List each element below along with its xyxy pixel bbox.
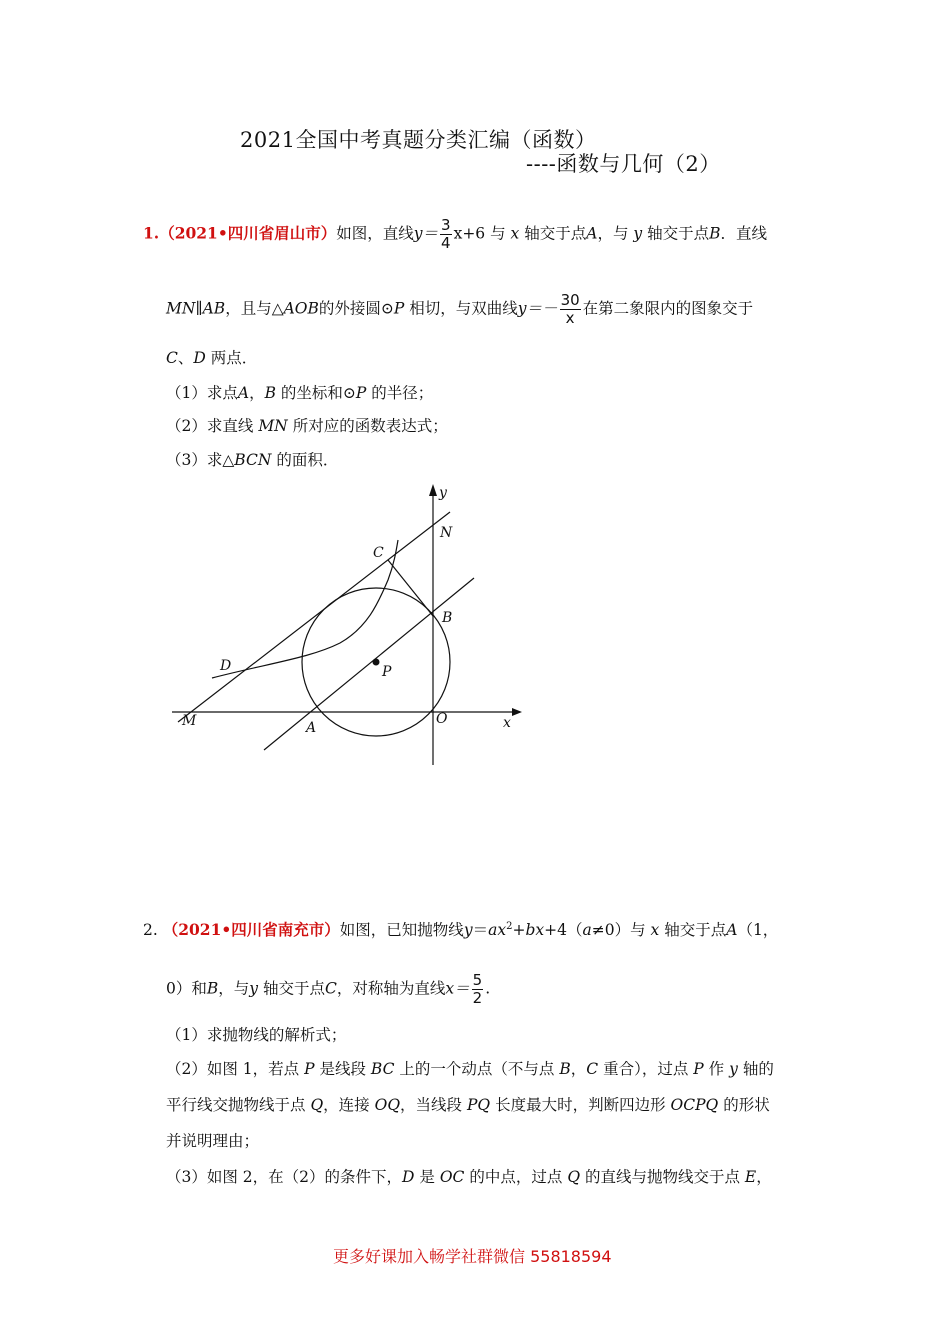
q2-text: 是线段 bbox=[319, 1060, 366, 1078]
q2-ax: ax bbox=[488, 921, 507, 940]
q1-text: 、 bbox=[177, 349, 194, 367]
q2-p: P bbox=[693, 1060, 704, 1078]
title-line-1: 2021全国中考真题分类汇编（函数） bbox=[240, 128, 597, 152]
q2-text: ，连接 bbox=[323, 1096, 370, 1114]
q1-mn-ab: MN∥AB bbox=[166, 299, 226, 318]
q2-b: B bbox=[559, 1060, 571, 1078]
q1-text: 的面积． bbox=[276, 451, 339, 469]
q2-sup: 2 bbox=[506, 921, 513, 932]
q2-point-b: B bbox=[206, 979, 219, 998]
q2-a: a bbox=[582, 921, 592, 940]
q2-text: ，与 bbox=[218, 979, 250, 998]
q1-text: 所对应的函数表达式； bbox=[292, 417, 448, 435]
label-o: O bbox=[436, 711, 448, 727]
q1-text: 轴交于点 bbox=[524, 224, 587, 243]
q2-sub-3 bbox=[166, 1167, 772, 1187]
q2-text: 作 bbox=[708, 1060, 725, 1078]
q2-line-2 bbox=[166, 972, 490, 1007]
q2-text: 如图，已知抛物线 bbox=[339, 921, 464, 940]
q2-text: 平行线交抛物线于点 bbox=[166, 1096, 306, 1114]
q1-text: ，且与△ bbox=[225, 299, 284, 318]
q2-text: 上的一个动点（不与点 bbox=[399, 1060, 555, 1078]
q1-number: 1. bbox=[143, 223, 160, 243]
q2-text: 的中点，过点 bbox=[469, 1168, 563, 1186]
q1-text: （2）求直线 bbox=[166, 417, 254, 435]
q1-p: P bbox=[393, 299, 405, 318]
q2-c: C bbox=[586, 1060, 599, 1078]
q2-line-1 bbox=[143, 917, 778, 940]
frac-denominator: x bbox=[565, 309, 575, 327]
line-cb bbox=[388, 560, 433, 616]
label-a: A bbox=[306, 720, 317, 736]
label-y: y bbox=[439, 485, 447, 501]
q1-text: （1）求点 bbox=[166, 384, 238, 402]
q1-aob: AOB bbox=[283, 299, 319, 318]
label-n: N bbox=[440, 525, 453, 541]
q1-line-2 bbox=[166, 292, 753, 327]
q1-sub-3 bbox=[166, 450, 338, 470]
q2-text: ≠0）与 bbox=[591, 921, 646, 940]
q1-text: x+6 与 bbox=[453, 224, 506, 243]
q2-sub-1: （1）求抛物线的解析式； bbox=[166, 1026, 347, 1044]
y-axis-arrow bbox=[429, 484, 437, 496]
q1-text: 轴交于点 bbox=[647, 224, 710, 243]
q2-y: y bbox=[463, 921, 473, 940]
q2-sub-2-line-3: 并说明理由； bbox=[166, 1132, 260, 1150]
q1-text: （3）求△ bbox=[166, 451, 235, 469]
q1-line-3 bbox=[166, 348, 257, 368]
q2-text: ，当线段 bbox=[400, 1096, 463, 1114]
q1-text: 相切，与双曲线 bbox=[409, 299, 518, 318]
q1-frac-30-x bbox=[560, 292, 581, 327]
q1-text: 在第二象限内的图象交于 bbox=[582, 299, 754, 318]
q2-sub-2-line-2 bbox=[166, 1095, 770, 1115]
frac-numerator: 30 bbox=[560, 291, 580, 309]
frac-numerator: 3 bbox=[441, 216, 451, 234]
q1-sub-1 bbox=[166, 383, 433, 403]
hyperbola bbox=[212, 540, 398, 678]
q2-point-c: C bbox=[325, 979, 337, 998]
q2-y: y bbox=[729, 1060, 738, 1078]
q2-text: 的形状 bbox=[723, 1096, 770, 1114]
q1-text: 两点． bbox=[210, 349, 258, 367]
q1-x: x bbox=[510, 224, 520, 243]
q2-text: （2）如图 1，若点 bbox=[166, 1060, 300, 1078]
x-axis-arrow bbox=[512, 708, 522, 716]
q2-source: （2021•四川省南充市） bbox=[162, 920, 340, 940]
q2-text: +4（ bbox=[544, 921, 583, 940]
q2-bx: bx bbox=[525, 921, 545, 940]
q2-text: 0）和 bbox=[166, 979, 207, 998]
q1-sub-2 bbox=[166, 416, 448, 436]
label-m: M bbox=[182, 713, 197, 729]
q1-bcn: BCN bbox=[234, 451, 272, 469]
q2-frac-5-2 bbox=[472, 972, 484, 1007]
q2-text: ， bbox=[756, 1168, 772, 1186]
q2-ocpq: OCPQ bbox=[670, 1096, 719, 1114]
frac-numerator: 5 bbox=[472, 971, 483, 989]
frac-denominator: 2 bbox=[472, 989, 483, 1007]
q1-mn: MN bbox=[258, 417, 288, 435]
q1-source: （2021•四川省眉山市） bbox=[159, 223, 337, 243]
q1-line-1 bbox=[143, 217, 767, 252]
q2-text: ， bbox=[570, 1060, 587, 1078]
q2-q: Q bbox=[567, 1168, 581, 1186]
label-b: B bbox=[442, 610, 453, 626]
label-d: D bbox=[220, 658, 232, 674]
q2-e: E bbox=[744, 1168, 757, 1186]
q1-text: 的外接圆⊙ bbox=[318, 299, 394, 318]
q1-y-eq2: y＝－ bbox=[517, 299, 558, 318]
label-x: x bbox=[503, 715, 511, 731]
footer-promo: 更多好课加入畅学社群微信 55818594 bbox=[333, 1247, 612, 1266]
frac-denominator: 4 bbox=[441, 234, 451, 252]
q2-text: （3）如图 2，在（2）的条件下， bbox=[166, 1168, 403, 1186]
q1-intro: 如图，直线 bbox=[336, 224, 414, 243]
q2-text: 的直线与抛物线交于点 bbox=[584, 1168, 740, 1186]
q1-c: C bbox=[166, 349, 178, 367]
label-c: C bbox=[373, 545, 384, 561]
q1-y: y bbox=[633, 224, 643, 243]
q2-text: . bbox=[485, 979, 491, 998]
q2-pq: PQ bbox=[467, 1096, 491, 1114]
q1-frac-3-4 bbox=[440, 217, 452, 252]
q1-d: D bbox=[193, 349, 206, 367]
q2-point-a: A bbox=[726, 921, 738, 940]
q2-number: 2. bbox=[143, 921, 158, 940]
q2-text: 重合），过点 bbox=[603, 1060, 689, 1078]
q2-y: y bbox=[249, 979, 259, 998]
q1-point-b: B bbox=[709, 224, 721, 243]
q2-q: Q bbox=[310, 1096, 324, 1114]
q1-text: 的坐标和⊙ bbox=[280, 384, 356, 402]
title-line-2: ----函数与几何（2） bbox=[526, 152, 721, 176]
q1-a: A bbox=[237, 384, 250, 402]
q1-text: ， bbox=[249, 384, 265, 402]
q2-text: 是 bbox=[419, 1168, 435, 1186]
q2-oc: OC bbox=[439, 1168, 465, 1186]
q2-oq: OQ bbox=[374, 1096, 401, 1114]
q2-x: x bbox=[650, 921, 660, 940]
line-mn bbox=[178, 512, 453, 722]
q2-text: ＝ bbox=[472, 921, 489, 940]
q2-bc: BC bbox=[370, 1060, 395, 1078]
q2-d: D bbox=[402, 1168, 415, 1186]
q1-y-eq: y＝ bbox=[413, 224, 439, 243]
q2-p: P bbox=[304, 1060, 315, 1078]
q2-text: 轴交于点 bbox=[262, 979, 325, 998]
q2-x-eq: x＝ bbox=[445, 979, 470, 998]
q1-b: B bbox=[264, 384, 276, 402]
q1-text: ．直线 bbox=[720, 224, 768, 243]
center-point-p bbox=[373, 659, 380, 666]
q1-text: ，与 bbox=[597, 224, 629, 243]
q2-sub-2-line-1 bbox=[166, 1059, 774, 1079]
label-p: P bbox=[382, 664, 392, 680]
q2-text: 长度最大时，判断四边形 bbox=[495, 1096, 666, 1114]
q1-p: P bbox=[355, 384, 367, 402]
q2-text: ，对称轴为直线 bbox=[336, 979, 446, 998]
q2-text: （1， bbox=[737, 921, 779, 940]
q2-text: 轴交于点 bbox=[664, 921, 727, 940]
q1-point-a: A bbox=[586, 224, 598, 243]
figure-1 bbox=[160, 478, 530, 770]
q2-text: 轴的 bbox=[742, 1060, 774, 1078]
q1-text: 的半径； bbox=[371, 384, 434, 402]
q2-text: + bbox=[512, 921, 526, 940]
